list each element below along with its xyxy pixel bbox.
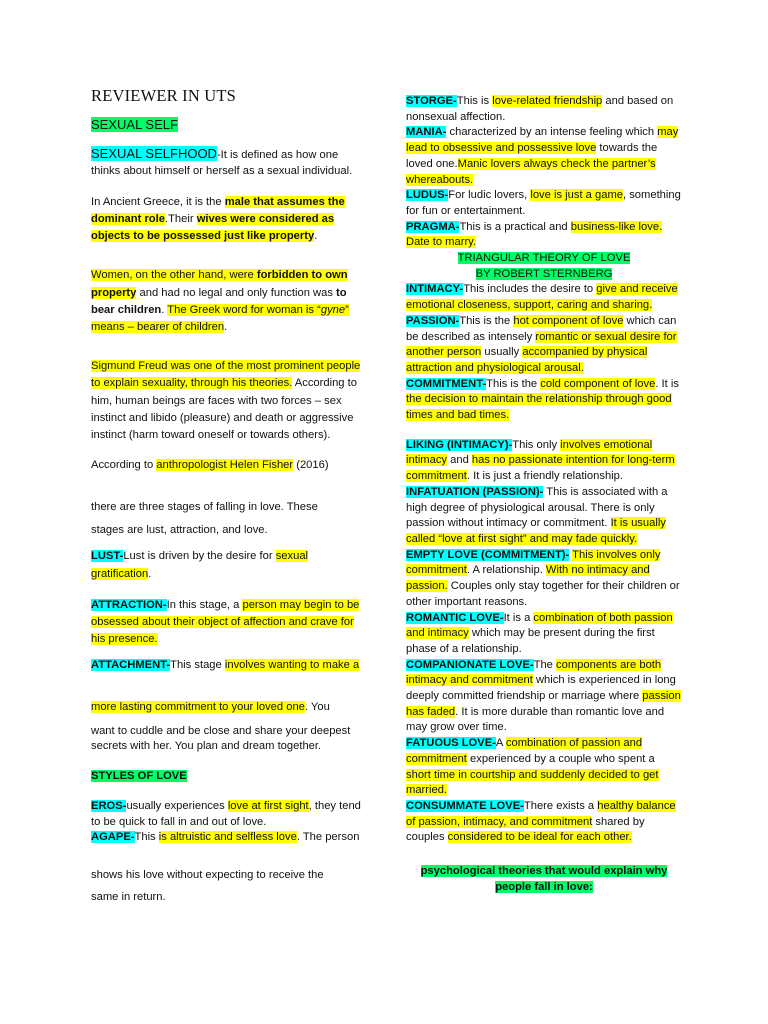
paragraph-romantic-love: ROMANTIC LOVE-It is a combination of both passion and intimacy which may be present during the first phase of a relationship. [406, 611, 673, 655]
left-column [91, 88, 367, 905]
right-column [406, 94, 682, 895]
paragraph-infatuation: INFATUATION (PASSION)- This is associated with a high degree of physiological arousal. There is only passion without intimacy or commitment. It is usually called “love at first sight” and may fade quickly. [406, 485, 668, 545]
paragraph-eros: EROS-usually experiences love at first sight, they tend to be quick to fall in and out of love. [91, 799, 361, 828]
paragraph-helen-fisher: According to anthropologist Helen Fisher (2016) [91, 459, 329, 472]
paragraph-agape-cont: shows his love without expecting to receive the same in return. [91, 869, 324, 903]
paragraph-freud: Sigmund Freud was one of the most prominent people to explain sexuality, through his theories. According to him, human beings are faces with two forces – sex instinct and libido (pleasure) and death or aggressive instinct (harm toward oneself or towards others). [91, 360, 361, 442]
paragraph-attachment-cont-2: want to cuddle and be close and share your deepest secrets with her. You plan and dream together. [91, 724, 351, 753]
paragraph-attraction: ATTRACTION-In this stage, a person may begin to be obsessed about their object of affection and crave for his presence. [91, 598, 360, 646]
paragraph-fatuous-love: FATUOUS LOVE-A combination of passion and commitment experienced by a couple who spent a short time in courtship and suddenly decided to get married. [406, 737, 659, 797]
paragraph-attachment-cont: more lasting commitment to your loved one. You [91, 701, 330, 714]
paragraph-ancient-greece: In Ancient Greece, it is the male that assumes the dominant role.Their wives were considered as objects to be possessed just like property. [91, 195, 345, 243]
paragraph-sexual-selfhood: SEXUAL SELFHOOD-It is defined as how one thinks about himself or herself as a sexual individual. [91, 146, 353, 178]
paragraph-three-stages: there are three stages of falling in love. These stages are lust, attraction, and love. [91, 500, 318, 536]
paragraph-intimacy: INTIMACY-This includes the desire to give and receive emotional closeness, support, caring and sharing. [406, 283, 678, 312]
paragraph-ludus: LUDUS-For ludic lovers, love is just a game, something for fun or entertainment. [406, 189, 681, 217]
paragraph-companionate-love: COMPANIONATE LOVE-The components are both intimacy and commitment which is experienced in long deeply committed friendship or marriage where passion has faded. It is more durable than romantic love and may grow over time. [406, 658, 681, 734]
paragraph-commitment: COMMITMENT-This is the cold component of love. It is the decision to maintain the relationship through good times and bad times. [406, 377, 679, 422]
page-title: REVIEWER IN UTS [91, 86, 237, 105]
paragraph-liking: LIKING (INTIMACY)-This only involves emotional intimacy and has no passionate intention for long-term commitment. It is just a friendly relationship. [406, 438, 675, 483]
paragraph-passion: PASSION-This is the hot component of love which can be described as intensely romantic or sexual desire for another person usually accompanied by physical attraction and physiological arousal. [406, 314, 677, 374]
paragraph-attachment: ATTACHMENT-This stage involves wanting to make a [91, 659, 360, 672]
paragraph-empty-love: EMPTY LOVE (COMMITMENT)- This involves only commitment. A relationship. With no intimacy and passion. Couples only stay together for their children or other important reasons. [406, 548, 680, 608]
paragraph-mania: MANIA- characterized by an intense feeling which may lead to obsessive and possessive love towards the loved one.Manic lovers always check the partner’s whereabouts. [406, 126, 679, 186]
paragraph-consummate-love: CONSUMMATE LOVE-There exists a healthy balance of passion, intimacy, and commitment shared by couples considered to be ideal for each other. [406, 799, 676, 844]
paragraph-agape: AGAPE-This is altruistic and selfless love. The person [91, 831, 360, 844]
heading-psychological-theories: psychological theories that would explain why people fall in love: [420, 865, 668, 893]
heading-styles-of-love: STYLES OF LOVE [91, 770, 187, 783]
heading-triangular-theory: TRIANGULAR THEORY OF LOVE BY ROBERT STERNBERG [457, 252, 631, 280]
heading-sexual-self: SEXUAL SELF [91, 116, 178, 132]
paragraph-lust: LUST-Lust is driven by the desire for sexual gratification. [91, 550, 309, 580]
paragraph-pragma: PRAGMA-This is a practical and business-like love. Date to marry. [406, 220, 663, 249]
paragraph-storge: STORGE-This is love-related friendship and based on nonsexual affection. [406, 95, 674, 123]
paragraph-women: Women, on the other hand, were forbidden to own property and had no legal and only function was to bear children. The Greek word for woman is “gyne” means – bearer of children. [91, 269, 349, 334]
